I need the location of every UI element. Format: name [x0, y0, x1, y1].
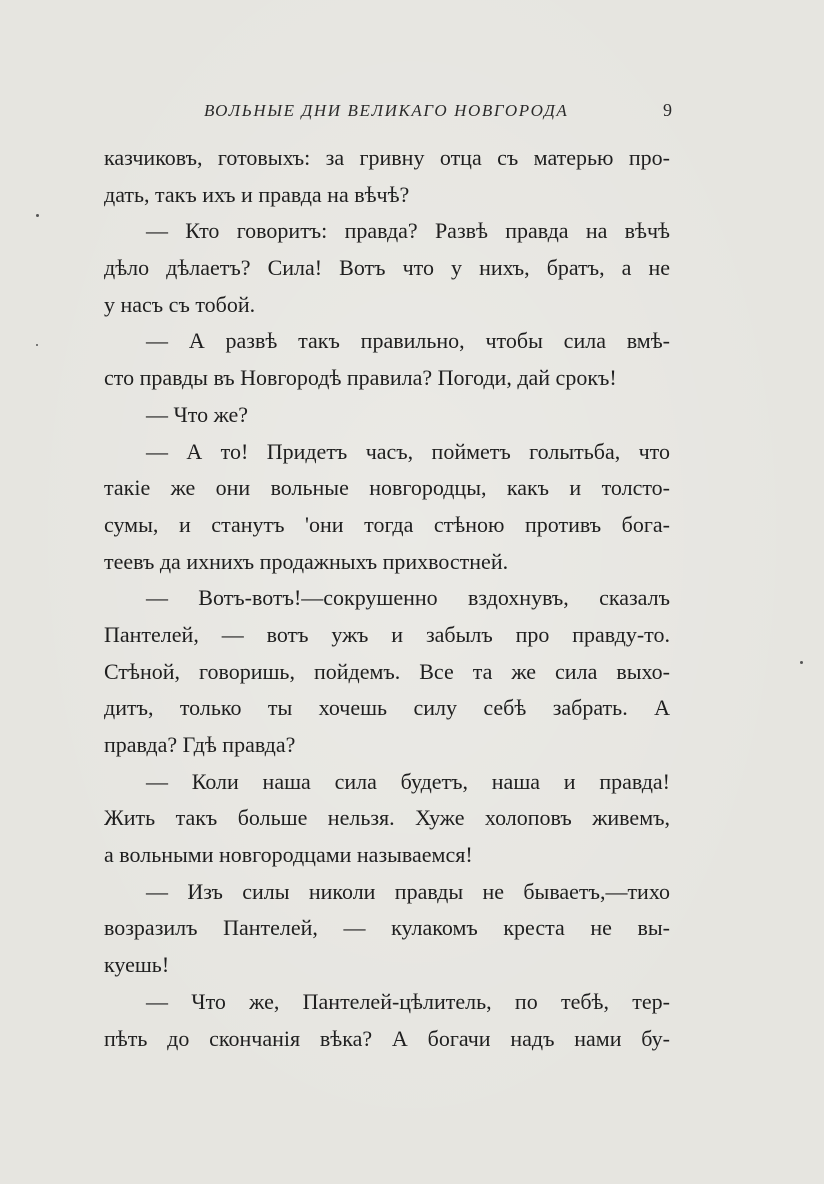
- text-line: возразилъ Пантелей, — кулакомъ креста не вы-: [104, 915, 670, 941]
- text-line: — Вотъ-вотъ!—сокрушенно вздохнувъ, сказалъ: [146, 585, 670, 611]
- text-line: у насъ съ тобой.: [104, 291, 256, 317]
- text-line: куешь!: [104, 952, 170, 978]
- text-line: — Кто говоритъ: правда? Развѣ правда на вѣчѣ: [146, 218, 670, 244]
- text-line: — А развѣ такъ правильно, чтобы сила вмѣ-: [146, 328, 670, 354]
- text-line: пѣть до скончанія вѣка? А богачи надъ нами бу-: [104, 1025, 670, 1051]
- body-text: [104, 140, 670, 1057]
- text-line: дѣло дѣлаетъ? Сила! Вотъ что у нихъ, братъ, а не: [104, 255, 670, 281]
- text-line: — Что же, Пантелей-цѣлитель, по тебѣ, тер-: [146, 988, 670, 1014]
- paper-speck: [36, 344, 38, 346]
- running-title: ВОЛЬНЫЕ ДНИ ВЕЛИКАГО НОВГОРОДА: [204, 101, 569, 120]
- text-line: а вольными новгородцами называемся!: [104, 842, 473, 868]
- paper-speck: [36, 214, 39, 217]
- paper-speck: [800, 661, 803, 664]
- text-line: дитъ, только ты хочешь силу себѣ забрать. А: [104, 695, 670, 721]
- text-line: — Коли наша сила будетъ, наша и правда!: [146, 768, 670, 794]
- page-number: 9: [663, 100, 672, 120]
- text-line: Жить такъ больше нельзя. Хуже холоповъ живемъ,: [104, 805, 670, 831]
- text-line: такіе же они вольные новгородцы, какъ и толсто-: [104, 475, 670, 501]
- text-line: сто правды въ Новгородѣ правила? Погоди, дай срокъ!: [104, 365, 617, 391]
- text-line: правда? Гдѣ правда?: [104, 732, 296, 757]
- text-line: — А то! Придетъ часъ, пойметъ голытьба, что: [146, 438, 670, 464]
- text-line: — Что же?: [146, 401, 249, 427]
- text-line: дать, такъ ихъ и правда на вѣчѣ?: [104, 181, 410, 207]
- text-line: Пантелей, — вотъ ужъ и забылъ про правду-то.: [104, 621, 670, 647]
- text-line: казчиковъ, готовыхъ: за гривну отца съ матерью про-: [104, 145, 670, 170]
- text-line: теевъ да ихнихъ продажныхъ прихвостней.: [104, 548, 509, 574]
- text-line: Стѣной, говоришь, пойдемъ. Все та же сила выхо-: [104, 658, 670, 684]
- page-header: [104, 98, 680, 128]
- text-line: — Изъ силы николи правды не бываетъ,—тихо: [146, 878, 670, 904]
- text-line: сумы, и станутъ 'они тогда стѣною противъ бога-: [104, 511, 670, 537]
